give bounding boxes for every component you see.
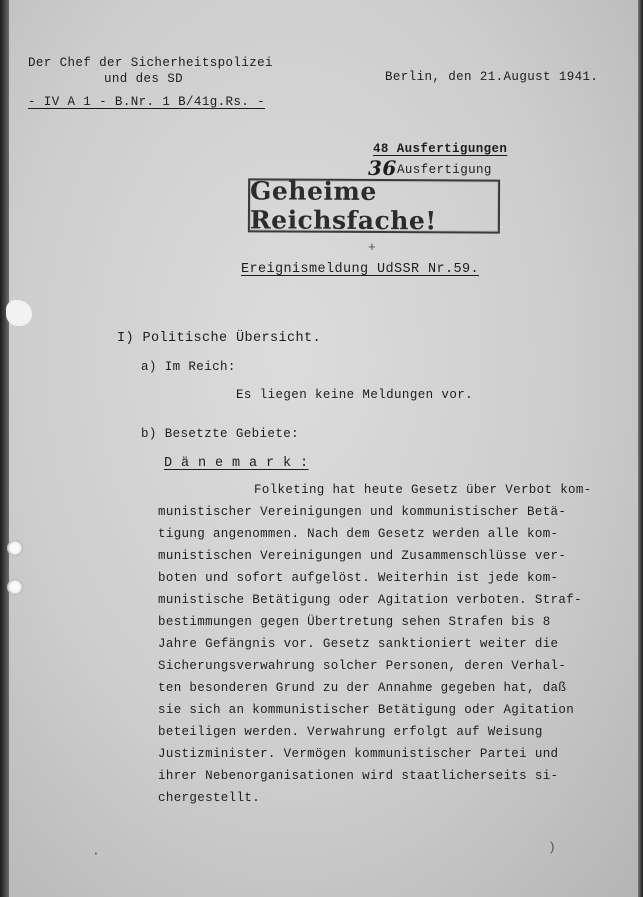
body-line: chergestellt. — [158, 791, 261, 805]
scan-edge-left — [0, 0, 9, 897]
reference-number: - IV A 1 - B.Nr. 1 B/41g.Rs. - — [28, 95, 266, 109]
section-heading-politische: I) Politische Übersicht. — [117, 331, 322, 346]
body-line: munistischen Vereinigungen und Zusammenschlüsse ver- — [158, 549, 567, 563]
body-line: Folketing hat heute Gesetz über Verbot kom- — [254, 483, 592, 497]
country-heading: D ä n e m a r k : — [164, 456, 309, 471]
subsection-a-label: a) Im Reich: — [141, 360, 236, 374]
body-line: Sicherungsverwahrung solcher Personen, deren Verhal- — [158, 659, 567, 673]
sender-line-2: und des SD — [104, 72, 184, 86]
body-line: beteiligen werden. Verwahrung erfolgt auf Weisung — [158, 725, 543, 739]
document-date: Berlin, den 21.August 1941. — [385, 70, 599, 84]
body-line: Justizminister. Vermögen kommunistischer Partei und — [158, 747, 559, 761]
punch-hole-upper — [7, 540, 23, 556]
body-line: sie sich an kommunistischer Betätigung oder Agitation — [158, 703, 575, 717]
pencil-mark: ) — [548, 840, 556, 855]
copies-total: 48 Ausfertigungen — [373, 142, 508, 156]
pen-mark: + — [368, 240, 376, 255]
body-line: munistische Betätigung oder Agitation verboten. Straf- — [158, 593, 582, 607]
paper-tear — [6, 300, 32, 326]
scan-edge-right — [638, 0, 643, 897]
punch-hole-lower — [7, 579, 23, 595]
body-line: bestimmungen gegen Übertretung sehen Strafen bis 8 — [158, 615, 551, 629]
body-line: ten besonderen Grund zu der Annahme gegeben hat, daß — [158, 681, 567, 695]
body-line: Jahre Gefängnis vor. Gesetz sanktioniert weiter die — [158, 637, 559, 651]
body-line: tigung angenommen. Nach dem Gesetz werden alle kom- — [158, 527, 559, 541]
body-line: ihrer Nebenorganisationen wird staatlicherseits si- — [158, 769, 559, 783]
scan-speck: · — [92, 846, 100, 861]
secret-stamp: Geheime Reichsfache! — [248, 178, 500, 233]
report-title: Ereignismeldung UdSSR Nr.59. — [241, 262, 480, 277]
body-line: boten und sofort aufgelöst. Weiterhin ist jede kom- — [158, 571, 559, 585]
sender-line-1: Der Chef der Sicherheitspolizei — [28, 56, 273, 70]
body-line: munistischer Vereinigungen und kommunistischer Betä- — [158, 505, 567, 519]
subsection-a-text: Es liegen keine Meldungen vor. — [236, 388, 474, 402]
copy-number-handwritten: 36 — [368, 156, 397, 180]
subsection-b-label: b) Besetzte Gebiete: — [141, 427, 300, 441]
copy-word: Ausfertigung — [397, 163, 492, 177]
